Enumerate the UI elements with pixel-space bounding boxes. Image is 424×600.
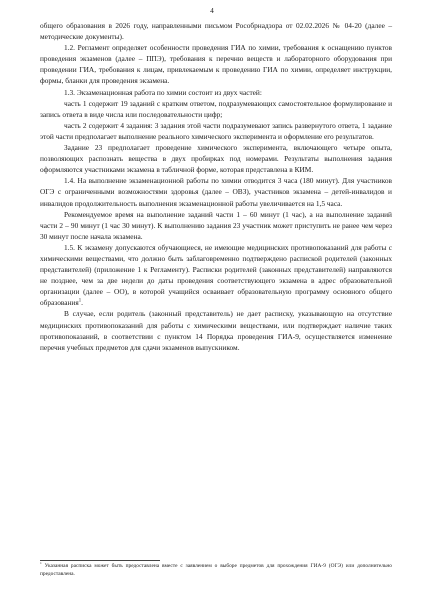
footnote-separator [40,560,160,561]
paragraph-1-4: 1.4. На выполнение экзаменационной работы по химии отводится 3 часа (180 минут). Для участников ОГЭ с ограниченными возможностями здоровья (далее – ОВЗ), участников экзамена – детей-инвалидов и инвалидов продолжительность выполнения экзаменационной работы увеличивается на 1,5 часа. [40,176,392,208]
paragraph-parent-refusal: В случае, если родитель (законный представитель) не дает расписку, указывающую на отсутствие медицинских противопоказаний для работы с химическими веществами, или подтверждает наличие таких противопоказаний, в соответствии с пунктом 14 Порядка проведения ГИА-9, осуществляется изменение перечня учебных предметов для сдачи экзаменов выпускником. [40,309,392,352]
paragraph-1-2: 1.2. Регламент определяет особенности проведения ГИА по химии, требования к оснащению пунктов проведения экзаменов (далее – ППЭ), требования к перечню веществ и лабораторного оборудования при проведении ГИА, требования к лицам, привлекаемым к проведению ГИА по химии, определяет инструкции, формы, бланки для проведения экзамена. [40,43,392,86]
paragraph-part-2: часть 2 содержит 4 задания: 3 задания этой части подразумевают запись развернутого ответа, 1 задание этой части предполагает выполнение реального химического эксперимента и оформление его результатов. [40,120,392,141]
paragraph-1-5-end: . [81,298,83,308]
paragraph-part-1: часть 1 содержит 19 заданий с кратким ответом, подразумевающих самостоятельное формулирование и запись ответа в виде числа или последовательности цифр; [40,98,392,119]
body-text [40,20,392,353]
footnote [40,563,392,578]
footnote-marker: 1 [40,561,42,566]
paragraph-continuation: общего образования в 2026 году, направленными письмом Рособрнадзора от 02.02.2026 № 04-20 (далее – методические документы). [40,21,392,42]
paragraph-1-5-text: 1.5. К экзамену допускаются обучающиеся, не имеющие медицинских противопоказаний для работы с химическими веществами, что должно быть заблаговременно подтверждено распиской родителей (законных представителей) (приложение 1 к Регламенту). Расписки родителей (законных представителей) направляются не позднее, чем за две недели до даты проведения соответствующего экзамена в адрес образовательной организации (далее – ОО), в которой учащийся осваивает образовательную программу основного общего образования [40,242,392,308]
paragraph-recommended-time: Рекомендуемое время на выполнение заданий части 1 – 60 минут (1 час), а на выполнение заданий части 2 – 90 минут (1 час 30 минут). К выполнению задания 23 участник может приступить не ранее чем через 30 минут после начала экзамена. [40,209,392,241]
page-number: 4 [210,6,214,15]
footnote-reference: 1 [78,298,82,304]
footnote-text: Указанная расписка может быть предоставлена вместе с заявлением о выборе предметов для прохождения ГИА-9 (ОГЭ) или дополнительно предоставлена. [40,563,392,577]
paragraph-task-23: Задание 23 предполагает проведение химического эксперимента, включающего четыре опыта, позволяющих распознать вещества в двух пробирках под номерами. Результаты выполнения задания оформляются участниками экзамена в табличной форме, которая представлена в КИМ. [40,143,392,175]
paragraph-1-3: 1.3. Экзаменационная работа по химии состоит из двух частей: [64,87,262,97]
paragraph-1-5 [40,242,392,309]
